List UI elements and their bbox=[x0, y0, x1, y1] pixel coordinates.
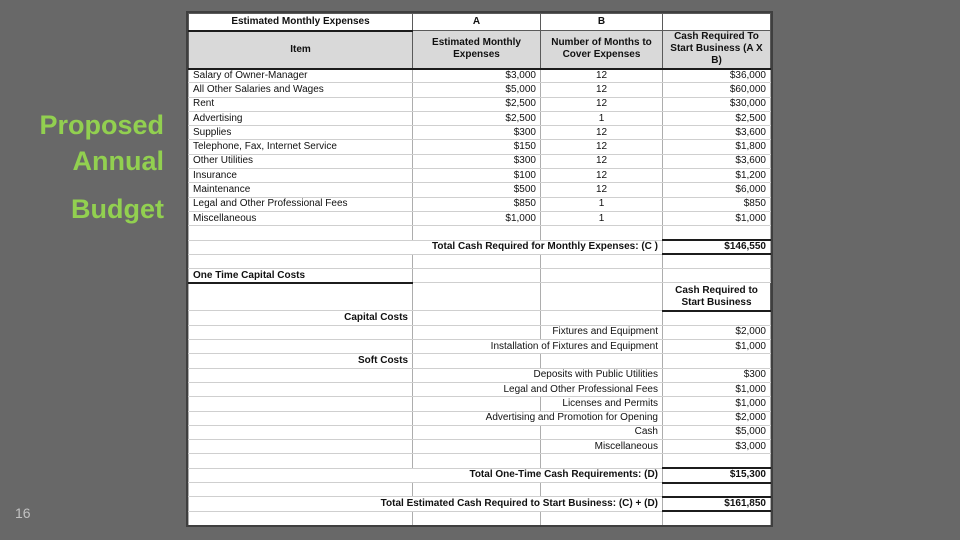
monthly-amount-cell: $300 bbox=[413, 126, 541, 140]
months-cell: 12 bbox=[541, 97, 663, 111]
table-row-oneitem bbox=[189, 340, 771, 354]
empty-cell bbox=[663, 311, 771, 325]
months-cell: 1 bbox=[541, 211, 663, 225]
months-cell: 1 bbox=[541, 111, 663, 125]
column-subheader-cell: Cash Required to Start Business bbox=[663, 283, 771, 311]
empty-cell bbox=[541, 483, 663, 497]
table-row-blank bbox=[189, 254, 771, 268]
group-label-cell: Capital Costs bbox=[189, 311, 413, 325]
table-row-total bbox=[189, 497, 771, 511]
table-row-blank bbox=[189, 226, 771, 240]
item-name-cell: Miscellaneous bbox=[189, 211, 413, 225]
empty-cell bbox=[663, 483, 771, 497]
title-line-proposed: Proposed bbox=[39, 110, 164, 140]
empty-cell bbox=[413, 440, 541, 454]
table-row-oneitem bbox=[189, 425, 771, 439]
table-row-blank bbox=[189, 454, 771, 468]
empty-cell bbox=[541, 283, 663, 311]
one-time-label-cell: Legal and Other Professional Fees bbox=[413, 382, 663, 396]
table-row-item bbox=[189, 111, 771, 125]
slide-title bbox=[18, 107, 164, 227]
empty-cell bbox=[541, 511, 663, 525]
empty-cell bbox=[541, 254, 663, 268]
item-name-cell: Maintenance bbox=[189, 183, 413, 197]
months-cell: 12 bbox=[541, 140, 663, 154]
annual-amount-cell: $850 bbox=[663, 197, 771, 211]
header-estimated-monthly: Estimated Monthly Expenses bbox=[413, 31, 541, 69]
header-col-b: B bbox=[541, 14, 663, 31]
group-label-cell: Soft Costs bbox=[189, 354, 413, 368]
empty-cell bbox=[189, 397, 413, 411]
one-time-value-cell: $3,000 bbox=[663, 440, 771, 454]
monthly-amount-cell: $100 bbox=[413, 169, 541, 183]
empty-cell bbox=[541, 226, 663, 240]
empty-cell bbox=[189, 254, 413, 268]
one-time-label-cell: Fixtures and Equipment bbox=[541, 325, 663, 339]
monthly-amount-cell: $300 bbox=[413, 154, 541, 168]
one-time-label-cell: Advertising and Promotion for Opening bbox=[413, 411, 663, 425]
empty-cell bbox=[663, 511, 771, 525]
empty-cell bbox=[541, 311, 663, 325]
total-label-cell: Total Estimated Cash Required to Start Business: (C) + (D) bbox=[189, 497, 663, 511]
item-name-cell: Legal and Other Professional Fees bbox=[189, 197, 413, 211]
table-row-total bbox=[189, 468, 771, 482]
total-value-cell: $146,550 bbox=[663, 240, 771, 254]
monthly-amount-cell: $5,000 bbox=[413, 83, 541, 97]
table-row-oneitem bbox=[189, 382, 771, 396]
budget-table-container bbox=[186, 11, 773, 527]
table-row-item bbox=[189, 126, 771, 140]
annual-amount-cell: $1,000 bbox=[663, 211, 771, 225]
empty-cell bbox=[413, 425, 541, 439]
monthly-amount-cell: $500 bbox=[413, 183, 541, 197]
empty-cell bbox=[663, 269, 771, 283]
item-name-cell: Salary of Owner-Manager bbox=[189, 69, 413, 83]
table-row-blank bbox=[189, 511, 771, 525]
monthly-amount-cell: $1,000 bbox=[413, 211, 541, 225]
budget-table-body bbox=[189, 69, 771, 526]
months-cell: 12 bbox=[541, 126, 663, 140]
item-name-cell: Supplies bbox=[189, 126, 413, 140]
one-time-label-cell: Installation of Fixtures and Equipment bbox=[413, 340, 663, 354]
table-row-item bbox=[189, 69, 771, 83]
monthly-amount-cell: $2,500 bbox=[413, 97, 541, 111]
monthly-amount-cell: $3,000 bbox=[413, 69, 541, 83]
empty-cell bbox=[189, 368, 413, 382]
annual-amount-cell: $6,000 bbox=[663, 183, 771, 197]
total-label-cell: Total Cash Required for Monthly Expenses: (C ) bbox=[189, 240, 663, 254]
table-row-item bbox=[189, 140, 771, 154]
empty-cell bbox=[413, 311, 541, 325]
total-value-cell: $161,850 bbox=[663, 497, 771, 511]
table-row-oneitem bbox=[189, 440, 771, 454]
empty-cell bbox=[413, 254, 541, 268]
total-value-cell: $15,300 bbox=[663, 468, 771, 482]
months-cell: 12 bbox=[541, 69, 663, 83]
one-time-value-cell: $2,000 bbox=[663, 325, 771, 339]
empty-cell bbox=[189, 382, 413, 396]
monthly-amount-cell: $2,500 bbox=[413, 111, 541, 125]
table-row-item bbox=[189, 211, 771, 225]
header-cash-required: Cash Required To Start Business (A X B) bbox=[663, 31, 771, 69]
empty-cell bbox=[663, 354, 771, 368]
one-time-value-cell: $5,000 bbox=[663, 425, 771, 439]
annual-amount-cell: $2,500 bbox=[663, 111, 771, 125]
empty-cell bbox=[663, 454, 771, 468]
section-label-cell: One Time Capital Costs bbox=[189, 269, 413, 283]
empty-cell bbox=[541, 269, 663, 283]
annual-amount-cell: $30,000 bbox=[663, 97, 771, 111]
annual-amount-cell: $3,600 bbox=[663, 154, 771, 168]
empty-cell bbox=[189, 454, 413, 468]
annual-amount-cell: $1,200 bbox=[663, 169, 771, 183]
empty-cell bbox=[413, 226, 541, 240]
monthly-amount-cell: $850 bbox=[413, 197, 541, 211]
annual-amount-cell: $1,800 bbox=[663, 140, 771, 154]
table-row-group bbox=[189, 354, 771, 368]
empty-cell bbox=[413, 354, 541, 368]
empty-cell bbox=[189, 340, 413, 354]
empty-cell bbox=[413, 397, 541, 411]
table-row-item bbox=[189, 154, 771, 168]
annual-amount-cell: $60,000 bbox=[663, 83, 771, 97]
monthly-amount-cell: $150 bbox=[413, 140, 541, 154]
one-time-value-cell: $2,000 bbox=[663, 411, 771, 425]
empty-cell bbox=[189, 226, 413, 240]
empty-cell bbox=[413, 283, 541, 311]
header-estimated-monthly-expenses: Estimated Monthly Expenses bbox=[189, 14, 413, 31]
table-header-row-1 bbox=[189, 14, 771, 31]
empty-cell bbox=[663, 226, 771, 240]
table-row-group bbox=[189, 311, 771, 325]
empty-cell bbox=[413, 511, 541, 525]
one-time-value-cell: $1,000 bbox=[663, 340, 771, 354]
item-name-cell: Telephone, Fax, Internet Service bbox=[189, 140, 413, 154]
empty-cell bbox=[413, 325, 541, 339]
one-time-label-cell: Miscellaneous bbox=[541, 440, 663, 454]
table-row-oneitem bbox=[189, 325, 771, 339]
table-header-row-2 bbox=[189, 31, 771, 69]
header-col-blank bbox=[663, 14, 771, 31]
item-name-cell: All Other Salaries and Wages bbox=[189, 83, 413, 97]
annual-amount-cell: $3,600 bbox=[663, 126, 771, 140]
budget-table bbox=[188, 13, 771, 526]
months-cell: 12 bbox=[541, 183, 663, 197]
header-number-of-months: Number of Months to Cover Expenses bbox=[541, 31, 663, 69]
table-row-oneitem bbox=[189, 411, 771, 425]
table-row-section bbox=[189, 269, 771, 283]
empty-cell bbox=[413, 269, 541, 283]
empty-cell bbox=[413, 483, 541, 497]
one-time-label-cell: Deposits with Public Utilities bbox=[413, 368, 663, 382]
header-col-a: A bbox=[413, 14, 541, 31]
one-time-label-cell: Licenses and Permits bbox=[541, 397, 663, 411]
table-row-oneitem bbox=[189, 368, 771, 382]
table-row-subheader bbox=[189, 283, 771, 311]
empty-cell bbox=[663, 254, 771, 268]
empty-cell bbox=[541, 354, 663, 368]
item-name-cell: Insurance bbox=[189, 169, 413, 183]
table-row-total bbox=[189, 240, 771, 254]
months-cell: 12 bbox=[541, 154, 663, 168]
one-time-value-cell: $1,000 bbox=[663, 382, 771, 396]
annual-amount-cell: $36,000 bbox=[663, 69, 771, 83]
months-cell: 1 bbox=[541, 197, 663, 211]
item-name-cell: Other Utilities bbox=[189, 154, 413, 168]
table-row-item bbox=[189, 97, 771, 111]
empty-cell bbox=[189, 511, 413, 525]
table-row-item bbox=[189, 169, 771, 183]
empty-cell bbox=[413, 454, 541, 468]
empty-cell bbox=[189, 283, 413, 311]
table-row-blank bbox=[189, 483, 771, 497]
table-row-item bbox=[189, 183, 771, 197]
table-row-oneitem bbox=[189, 397, 771, 411]
months-cell: 12 bbox=[541, 83, 663, 97]
empty-cell bbox=[189, 325, 413, 339]
header-item: Item bbox=[189, 31, 413, 69]
page-number: 16 bbox=[15, 505, 31, 521]
total-label-cell: Total One-Time Cash Requirements: (D) bbox=[189, 468, 663, 482]
title-line-budget: Budget bbox=[71, 194, 164, 224]
one-time-label-cell: Cash bbox=[541, 425, 663, 439]
item-name-cell: Advertising bbox=[189, 111, 413, 125]
empty-cell bbox=[189, 411, 413, 425]
table-row-item bbox=[189, 197, 771, 211]
months-cell: 12 bbox=[541, 169, 663, 183]
empty-cell bbox=[189, 483, 413, 497]
empty-cell bbox=[541, 454, 663, 468]
one-time-value-cell: $300 bbox=[663, 368, 771, 382]
one-time-value-cell: $1,000 bbox=[663, 397, 771, 411]
empty-cell bbox=[189, 440, 413, 454]
table-row-item bbox=[189, 83, 771, 97]
empty-cell bbox=[189, 425, 413, 439]
title-line-annual: Annual bbox=[72, 146, 164, 176]
item-name-cell: Rent bbox=[189, 97, 413, 111]
